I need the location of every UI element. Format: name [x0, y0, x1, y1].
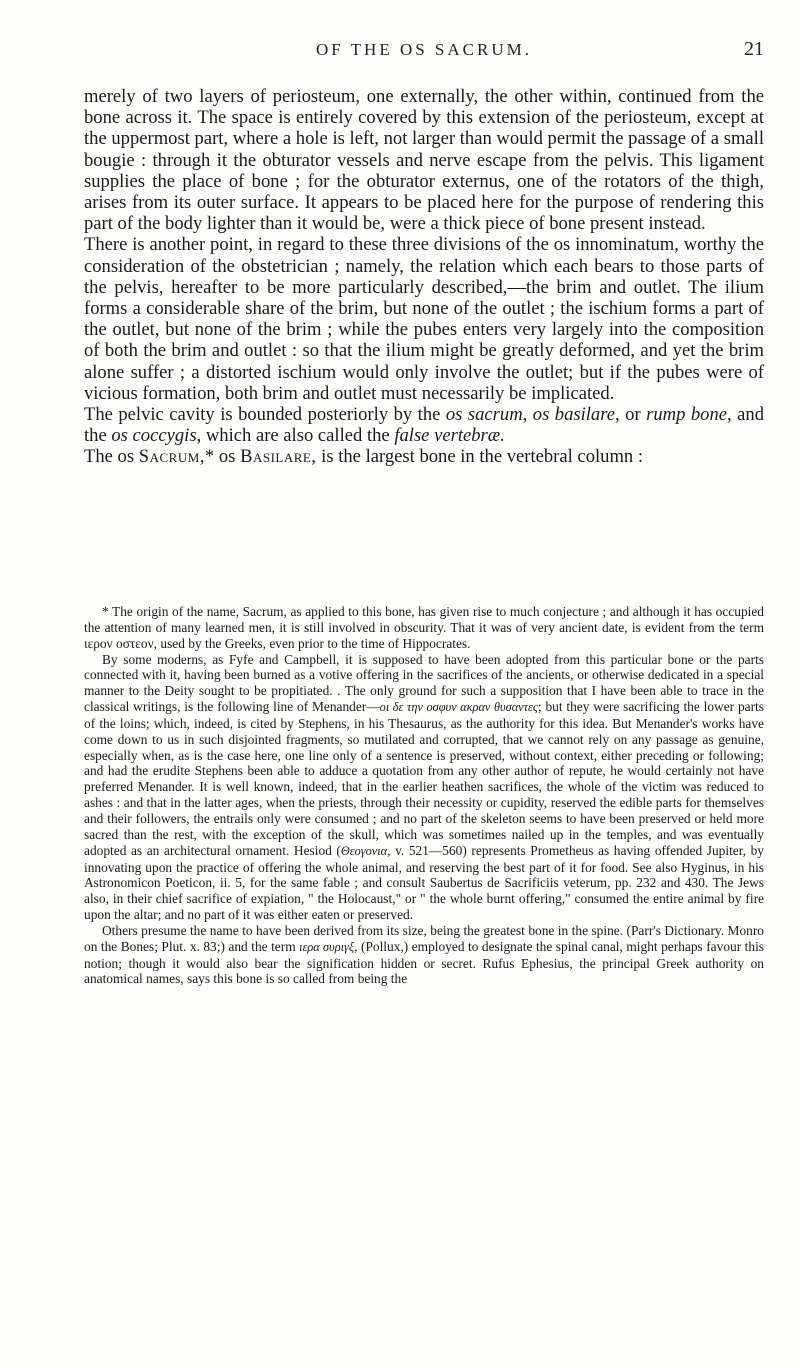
- footnote-paragraph-size: [84, 923, 764, 987]
- text-run: Others presume the name to have been derived from its size, being the greatest bone in the spine. (Parr's Dictionary. Monro on the Bones; Plut. x. 83;) and the term: [84, 922, 764, 954]
- paragraph-periosteum: merely of two layers of periosteum, one externally, the other within, continued from the bone across it. The space is entirely covered by this extension of the periosteum, except at the uppermost part, where a hole is left, not larger than would permit the passage of a small bougie : through it the obturator vessels and nerve escape from the pelvis. This ligament supplies the place of bone ; for the obturator externus, one of the rotators of the thigh, arises from its outer surface. It appears to be placed here for the purpose of rendering this part of the body lighter than it would be, were a thick piece of bone present instead.: [84, 86, 764, 235]
- text-run: ; but they were sacrificing the lower parts of the loins; which, indeed, is cited by Stephens, in his Thesaurus, as the authority for this idea. But Menander's works have come down to us in such disjointed fragments, so mutilated and corrupted, that we cannot rely on any passage as genuine, especially when, as is the case here, one line only of a sentence is preserved, without context, either preceding or following; and had the erudite Stephens been able to adduce a quotation from any other author of repute, he would certainly not have preferred Menander. It is well known, indeed, that in the earlier heathen sacrifices, the whole of the victim was reduced to ashes : and that in the latter ages, when the priests, through their necessity or cupidity, reserved the edible parts for themselves and their followers, the entrails only were consumed ; and no part of the skeleton seems to have been preserved or held more sacred than the rest, with the exception of the skull, which was sometimes nailed up in the temples, and was eventually adopted as an architectural ornament. Hesiod (: [84, 699, 764, 858]
- term-sacrum-heading: Sacrum,: [138, 446, 205, 468]
- running-head: [84, 40, 764, 70]
- text-run: is the largest bone in the vertebral column :: [316, 446, 644, 468]
- footnote-block: [84, 604, 764, 987]
- text-run: , which are also called the: [196, 425, 395, 447]
- text-run: The pelvic cavity is bounded posteriorly by the: [84, 404, 446, 426]
- text-run: ,: [522, 404, 533, 426]
- paragraph-brim-outlet: There is another point, in regard to these three divisions of the os innominatum, worthy the consideration of the obstetrician ; namely, the relation which each bears to those parts of the pelvis, hereafter to be more particularly described,—the brim and outlet. The ilium forms a considerable share of the brim, but none of the outlet ; the ischium forms a part of the outlet, but none of the brim ; while the pubes enters very largely into the composition of both the brim and outlet : so that the ilium might be greatly deformed, and yet the brim alone suffer ; a distorted ischium would only involve the outlet; but if the pubes were of vicious formation, both brim and outlet must necessarily be implicated.: [84, 234, 764, 404]
- term-false-vertebrae: false vertebræ.: [394, 425, 505, 447]
- text-run: * os: [204, 446, 241, 468]
- term-os-coccygis: os coccygis: [111, 425, 197, 447]
- running-title: OF THE OS SACRUM.: [315, 40, 532, 59]
- text-run: , (Pollux,) employed to designate the spinal canal, might perhaps favour this notion; though it would also bear the signification hidden or secret. Rufus Ephesius, the principal Greek authority on anatomical names, says this bone is so called from being the: [84, 938, 765, 987]
- greek-quotation: οι δε την οσφυν ακραν θυσαντες: [379, 700, 538, 715]
- footnote-paragraph-origin: * The origin of the name, Sacrum, as applied to this bone, has given rise to much conjecture ; and although it has occupied the attention of many learned men, it is still involved in obscurity. That it was of very ancient date, is evident from the term ιερον οστεον, used by the Greeks, even prior to the time of Hippocrates.: [84, 604, 764, 651]
- term-basilare-heading: Basilare,: [240, 446, 317, 468]
- term-rump-bone: rump bone: [646, 404, 728, 426]
- footnote-paragraph-menander: [84, 652, 764, 923]
- page-number: 21: [744, 38, 764, 60]
- greek-term-spinal-canal: ιερα συριγξ: [299, 939, 355, 954]
- text-run: , v. 521—560) represents Prometheus as having offended Jupiter, by innovating upon the practice of offering the whole animal, and reserving the best part of it for food. See also Hyginus, in his Astronomicon Poeticon, ii. 5, for the same fable ; and consult Saubertus de Sacrificiis veterum, pp. 232 and 430. The Jews also, in their chief sacrifice of expiation, " the Holocaust," or " the whole burnt offering," consumed the entire animal by fire upon the altar; and no part of it was either eaten or preserved.: [84, 842, 764, 923]
- greek-title-theogony: Θεογονια: [340, 843, 388, 858]
- text-run: , or: [615, 404, 647, 426]
- paragraph-os-sacrum: [84, 446, 764, 467]
- text-run: , and the: [84, 404, 764, 447]
- main-text: [84, 86, 764, 468]
- text-run: By some moderns, as Fyfe and Campbell, it is supposed to have been adopted from this particular bone or the parts connected with it, having been burned as a votive offering in the sacrifices of the ancients, or otherwise dedicated in a special manner to the Deity sought to be propitiated. . The only ground for such a supposition that I have been able to trace in the classical writings, is the following line of Menander—: [84, 651, 764, 715]
- term-os-sacrum: os sacrum: [445, 404, 523, 426]
- text-run: The os: [84, 446, 139, 468]
- term-os-basilare: os basilare: [532, 404, 616, 426]
- paragraph-pelvic-cavity: [84, 404, 764, 446]
